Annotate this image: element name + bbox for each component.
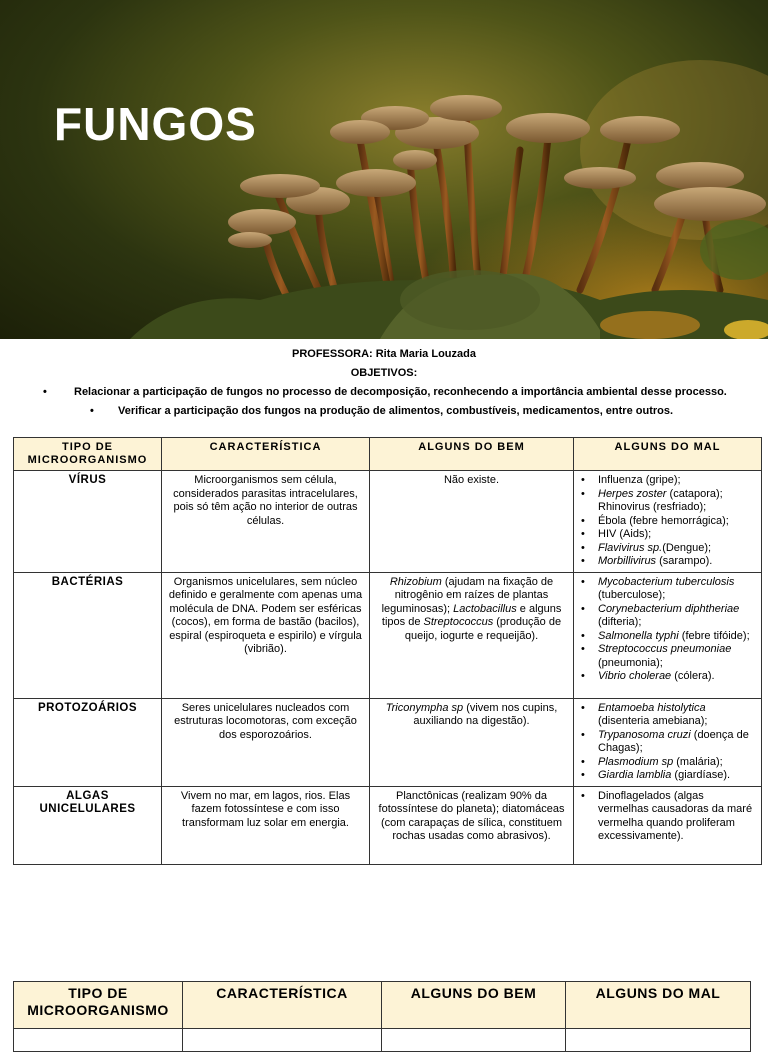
header-caracteristica: CARACTERÍSTICA xyxy=(162,438,370,471)
mal-cell xyxy=(574,786,762,864)
species-name: Giardia lamblia xyxy=(598,769,672,781)
header-mal: ALGUNS DO MAL xyxy=(574,438,762,471)
mushroom-photo xyxy=(0,0,768,339)
disease-text: (disenteria amebiana); xyxy=(598,715,708,727)
bullet-icon: • xyxy=(90,405,94,417)
mal-cell xyxy=(574,572,762,698)
bem-cell xyxy=(370,698,574,786)
disease-text: (difteria); xyxy=(598,616,642,628)
info-section xyxy=(0,345,768,421)
bem-cell: Não existe. xyxy=(370,471,574,573)
bem-text: (vivem nos cupins, auxiliando na digestão). xyxy=(413,701,558,727)
species-name: Corynebacterium diphtheriae xyxy=(598,602,740,615)
list-item xyxy=(578,729,757,756)
microorganism-table-2 xyxy=(13,981,751,1052)
header-mal: ALGUNS DO MAL xyxy=(566,982,751,1029)
list-item xyxy=(578,702,757,729)
table-header-row xyxy=(14,982,751,1029)
bem-text: (ajudam na fixação de nitrogênio em raízes de plantas leguminosas); xyxy=(381,575,554,615)
caracteristica-cell: Seres unicelulares nucleados com estruturas locomotoras, com exceção dos esporozoários. xyxy=(162,698,370,786)
species-name: Triconympha sp xyxy=(385,701,464,714)
species-name: Flavivirus sp. xyxy=(598,541,663,554)
table-row xyxy=(14,786,762,864)
bem-cell xyxy=(370,572,574,698)
type-cell: BACTÉRIAS xyxy=(14,572,162,698)
header-tipo: TIPO DE MICROORGANISMO xyxy=(14,982,183,1029)
disease-text: (malária); xyxy=(673,755,723,768)
caracteristica-cell: Microorganismos sem célula, considerados parasitas intracelulares, pois só têm ação no interior de outras células. xyxy=(162,471,370,573)
caracteristica-cell: Organismos unicelulares, sem núcleo definido e geralmente com apenas uma molécula de DNA. Podem ser esféricas (cocos), em forma de bastão (bacilos), espiral (espiroqueta e espirilo) e vírgula (vibrião). xyxy=(162,572,370,698)
disease-text: (Dengue); xyxy=(662,541,712,554)
bullet-icon: • xyxy=(43,386,47,398)
disease-text: (giardíase). xyxy=(671,769,731,781)
list-item xyxy=(578,515,757,529)
mal-cell xyxy=(574,698,762,786)
species-name: Trypanosoma cruzi xyxy=(598,728,691,741)
table-row xyxy=(14,471,762,573)
list-item xyxy=(578,790,757,844)
disease-text: (febre tifóide); xyxy=(678,629,750,642)
microorganism-table xyxy=(13,437,762,865)
list-item xyxy=(578,603,757,630)
list-item xyxy=(578,528,757,542)
list-item xyxy=(578,474,757,488)
bem-text: (produção de queijo, iogurte e requeijão). xyxy=(404,616,562,642)
species-name: Rhizobium xyxy=(389,575,442,588)
disease-text: Dinoflagelados (algas vermelhas causadoras da maré vermelha quando proliferam excessivamente). xyxy=(598,789,753,842)
mal-list xyxy=(578,576,757,684)
disease-text: (pneumonia); xyxy=(598,656,663,669)
disease-text: (doença de Chagas); xyxy=(598,728,749,754)
header-banner xyxy=(0,0,768,339)
header-tipo: TIPO DE MICROORGANISMO xyxy=(14,438,162,471)
table-row xyxy=(14,1029,751,1052)
list-item xyxy=(578,630,757,644)
objective-item: • Verificar a participação dos fungos na produção de alimentos, combustíveis, medicamentos, entre outros. xyxy=(0,402,768,421)
disease-text: HIV (Aids); xyxy=(598,528,652,540)
mal-list xyxy=(578,474,757,569)
type-cell: PROTOZOÁRIOS xyxy=(14,698,162,786)
table-header-row xyxy=(14,438,762,471)
list-item xyxy=(578,756,757,770)
disease-text: (catapora); Rhinovirus (resfriado); xyxy=(598,487,723,513)
species-name: Streptococcus pneumoniae xyxy=(598,643,732,655)
disease-text: Influenza (gripe); xyxy=(598,474,681,486)
list-item xyxy=(578,643,757,670)
species-name: Salmonella typhi xyxy=(598,629,679,642)
list-item xyxy=(578,555,757,569)
species-name: Streptococcus xyxy=(423,616,494,628)
species-name: Lactobacillus xyxy=(453,602,517,615)
species-name: Plasmodium sp xyxy=(598,755,674,768)
objective-item: • Relacionar a participação de fungos no processo de decomposição, reconhecendo a importância ambiental desse processo. xyxy=(0,383,768,402)
species-name: Morbillivirus xyxy=(598,555,657,567)
list-item xyxy=(578,670,757,684)
list-item xyxy=(578,542,757,556)
disease-text: (cólera). xyxy=(671,670,715,682)
species-name: Herpes zoster xyxy=(598,487,667,500)
bem-cell: Planctônicas (realizam 90% da fotossíntese do planeta); diatomáceas (com carapaças de sílica, constituem rochas usadas como abrasivos). xyxy=(370,786,574,864)
mal-cell xyxy=(574,471,762,573)
disease-text: (sarampo). xyxy=(656,555,713,567)
table-row xyxy=(14,698,762,786)
species-name: Vibrio cholerae xyxy=(598,670,672,682)
page-title: FUNGOS xyxy=(54,98,257,150)
caracteristica-cell: Vivem no mar, em lagos, rios. Elas fazem fotossíntese e com isso transformam luz solar em energia. xyxy=(162,786,370,864)
header-caracteristica: CARACTERÍSTICA xyxy=(183,982,382,1029)
list-item xyxy=(578,769,757,783)
table-row xyxy=(14,572,762,698)
header-bem: ALGUNS DO BEM xyxy=(382,982,566,1029)
objectives-label: OBJETIVOS: xyxy=(350,367,418,379)
disease-text: (tuberculose); xyxy=(598,589,666,601)
professor-line: PROFESSORA: Rita Maria Louzada xyxy=(292,348,476,360)
mal-list xyxy=(578,702,757,783)
bem-text: e alguns tipos de xyxy=(381,602,562,628)
list-item xyxy=(578,488,757,515)
type-cell: VÍRUS xyxy=(14,471,162,573)
species-name: Entamoeba histolytica xyxy=(598,701,706,714)
header-bem: ALGUNS DO BEM xyxy=(370,438,574,471)
species-name: Mycobacterium tuberculosis xyxy=(598,575,735,588)
list-item xyxy=(578,576,757,603)
type-cell: ALGAS UNICELULARES xyxy=(14,786,162,864)
mal-list xyxy=(578,790,757,844)
disease-text: Ébola (febre hemorrágica); xyxy=(598,514,729,527)
